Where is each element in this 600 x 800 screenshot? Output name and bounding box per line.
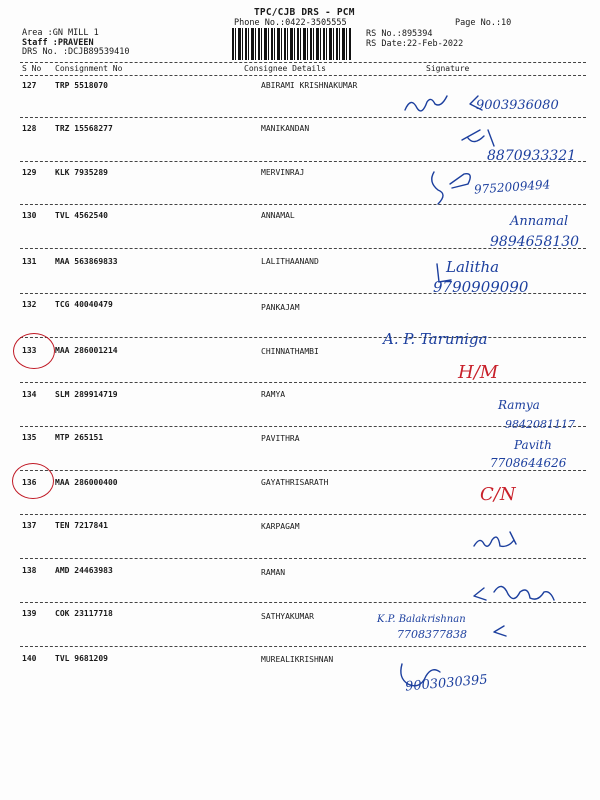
row-consignment: TCG 40040479 xyxy=(55,300,113,309)
row-consignee: MANIKANDAN xyxy=(261,124,310,133)
row-consignee: MUREALIKRISHNAN xyxy=(261,655,334,664)
row-sno: 131 xyxy=(22,257,37,266)
row-consignment: SLM 289914719 xyxy=(55,390,118,399)
page-number: Page No.:10 xyxy=(455,18,512,28)
row-consignment: MTP 265151 xyxy=(55,433,104,442)
row-consignment: MAA 286001214 xyxy=(55,346,118,355)
row-consignee: KARPAGAM xyxy=(261,522,300,531)
row-consignment: TRZ 15568277 xyxy=(55,124,113,133)
col-header-sno: S No xyxy=(22,64,42,73)
signature-136: C/N xyxy=(480,484,516,505)
signature-scribble xyxy=(474,532,516,546)
row-sno: 127 xyxy=(22,81,37,90)
signature-scribble xyxy=(432,172,471,204)
row-consignment: COK 23117718 xyxy=(55,609,113,618)
row-consignment: TVL 4562540 xyxy=(55,211,108,220)
signature-130-name: Annamal xyxy=(510,214,569,229)
row-consignment: TRP 5518070 xyxy=(55,81,108,90)
signature-131-name: Lalitha xyxy=(446,258,500,276)
signature-135-number: 7708644626 xyxy=(490,456,567,470)
row-sno: 133 xyxy=(22,346,37,355)
row-consignment: KLK 7935289 xyxy=(55,168,108,177)
signature-139-name: K.P. Balakrishnan xyxy=(377,614,466,625)
row-consignment: MAA 563869833 xyxy=(55,257,118,266)
sheet-title: TPC/CJB DRS - PCM xyxy=(254,7,355,18)
rs-number: RS No.:895394 xyxy=(366,29,433,39)
row-consignment: AMD 24463983 xyxy=(55,566,113,575)
row-sno: 140 xyxy=(22,654,37,663)
row-sno: 128 xyxy=(22,124,37,133)
signature-129: 9752009494 xyxy=(473,177,551,197)
row-sno: 134 xyxy=(22,390,37,399)
signature-133: A. P. Taruniga xyxy=(383,330,488,348)
row-sno: 130 xyxy=(22,211,37,220)
col-header-consignment: Consignment No xyxy=(55,64,123,73)
row-consignment: TEN 7217841 xyxy=(55,521,108,530)
signature-scribble xyxy=(474,586,554,600)
signature-139-number: 7708377838 xyxy=(397,628,467,641)
row-sno: 132 xyxy=(22,300,37,309)
row-consignee: ABIRAMI KRISHNAKUMAR xyxy=(261,81,358,90)
signature-128: 8870933321 xyxy=(487,148,577,164)
col-header-consignee: Consignee Details xyxy=(244,64,326,73)
row-consignment: TVL 9681209 xyxy=(55,654,108,663)
signature-130-number: 9894658130 xyxy=(490,234,580,250)
row-sno: 135 xyxy=(22,433,37,442)
staff-label: Staff :PRAVEEN xyxy=(22,37,94,48)
signature-131-number: 9790909090 xyxy=(433,278,529,296)
row-consignee: CHINNATHAMBI xyxy=(261,347,319,356)
signature-135-name: Pavith xyxy=(514,438,552,452)
signature-134-number: 9842081117 xyxy=(505,418,575,431)
row-consignee: SATHYAKUMAR xyxy=(261,612,314,621)
phone-number: Phone No.:0422-3505555 xyxy=(234,18,347,28)
row-consignment: MAA 286000400 xyxy=(55,478,118,487)
row-sno: 129 xyxy=(22,168,37,177)
row-consignee: PANKAJAM xyxy=(261,303,300,312)
row-sno: 138 xyxy=(22,566,37,575)
row-consignee: RAMYA xyxy=(261,390,286,399)
row-consignee: PAVITHRA xyxy=(261,434,300,443)
row-consignee: LALITHAANAND xyxy=(261,257,319,266)
signature-133-mark: H/M xyxy=(458,362,499,383)
row-sno: 137 xyxy=(22,521,37,530)
signature-127: 9003936080 xyxy=(476,98,559,113)
signature-scribble xyxy=(405,96,447,111)
signature-140: 9003030395 xyxy=(404,672,489,695)
signature-scribble xyxy=(462,130,494,146)
row-consignee: ANNAMAL xyxy=(261,211,295,220)
area-label: Area :GN MILL 1 xyxy=(22,28,99,38)
row-consignee: RAMAN xyxy=(261,568,286,577)
row-consignee: GAYATHRISARATH xyxy=(261,478,329,487)
signature-scribble xyxy=(494,626,506,636)
col-header-signature: Signature xyxy=(426,64,470,73)
row-sno: 139 xyxy=(22,609,37,618)
rs-date: RS Date:22-Feb-2022 xyxy=(366,39,464,49)
row-sno: 136 xyxy=(22,478,37,487)
signature-134-name: Ramya xyxy=(498,398,540,412)
drs-number: DRS No. :DCJB89539410 xyxy=(22,47,130,57)
row-consignee: MERVINRAJ xyxy=(261,168,305,177)
